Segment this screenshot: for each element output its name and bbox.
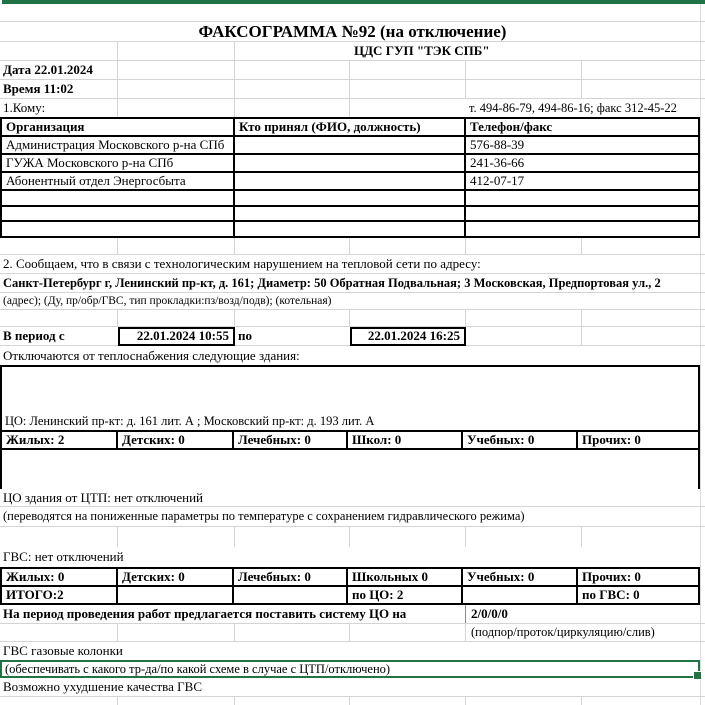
ctp-note-text: (переводятся на пониженные параметры по температуре с сохранением гидравлического режима) [3, 509, 525, 523]
period-label: В период с [3, 328, 65, 343]
who-cell[interactable] [235, 222, 466, 236]
cell[interactable] [582, 80, 698, 98]
table-row [2, 137, 698, 155]
phone-cell: 241-36-66 [470, 155, 525, 170]
date-label: Дата 22.01.2024 [3, 62, 93, 77]
cell[interactable] [466, 61, 582, 79]
co-buildings-text: ЦО: Ленинский пр-кт: д. 161 лит. А ; Московский пр-кт: д. 193 лит. А [5, 413, 375, 428]
period-from-box[interactable]: 22.01.2024 10:55 [118, 327, 235, 346]
table-row [2, 222, 698, 236]
gvs-count-lechebnyh: Лечебных: 0 [234, 569, 348, 585]
cell[interactable] [234, 587, 348, 603]
total-po-gvs: по ГВС: 0 [582, 587, 640, 602]
address-hint-row [0, 293, 705, 310]
header-who-accepted: Кто принял (ФИО, должность) [235, 119, 466, 135]
to-label: 1.Кому: [3, 100, 46, 115]
gvs-totals-table [0, 567, 700, 605]
period-to-label: по [238, 328, 252, 343]
cell[interactable] [466, 80, 582, 98]
title-row [0, 22, 705, 42]
cell[interactable] [350, 61, 466, 79]
ctp-note-row [0, 507, 705, 527]
gvs-count-uchebnyh: Учебных: 0 [463, 569, 578, 585]
table-row [2, 191, 698, 207]
phone-cell[interactable] [466, 191, 696, 205]
org-cell: ГУЖА Московского р-на СПб [2, 155, 235, 171]
disconnect-heading: Отключаются от теплоснабжения следующие здания: [3, 347, 300, 363]
address-text: Санкт-Петербург г, Ленинский пр-кт, д. 161; Диаметр: 50 Обратная Подвальная; 3 Московская, Предпортовая ул., 2 [3, 275, 661, 290]
header-phone-fax: Телефон/факс [470, 119, 553, 134]
cell[interactable] [118, 80, 235, 98]
ctp-row [0, 489, 705, 507]
address-hint-text: (адрес); (Ду, пр/обр/ГВС, тип прокладки:пз/возд/подв); (котельная) [3, 295, 332, 307]
gvs-count-shkolnyh: Школьных 0 [348, 569, 463, 585]
empty-row[interactable] [0, 527, 705, 547]
system-value: 2/0/0/0 [471, 606, 508, 621]
cell [350, 99, 466, 117]
gvs-count-prochih: Прочих: 0 [582, 569, 641, 584]
phone-cell[interactable] [466, 222, 696, 236]
who-cell[interactable] [235, 191, 466, 205]
org-subtitle: ЦДС ГУП "ТЭК СПБ" [354, 43, 490, 58]
cell[interactable] [118, 587, 234, 603]
table-row [2, 173, 698, 191]
org-cell[interactable] [2, 207, 235, 220]
provide-hint-text: (обеспечивать с какого тр-да/по какой схеме в случае с ЦТП/отключено) [5, 661, 391, 676]
intro-text: 2. Сообщаем, что в связи с технологическим нарушением на тепловой сети по адресу: [3, 256, 481, 271]
header-organization: Организация [2, 119, 235, 135]
cell[interactable] [350, 80, 466, 98]
addressee-row [0, 99, 705, 117]
co-count-detskih: Детских: 0 [118, 432, 234, 448]
cell[interactable] [463, 587, 578, 603]
ctp-text: ЦО здания от ЦТП: нет отключений [3, 489, 203, 505]
recipients-table [0, 117, 700, 238]
gvs-counts-row [2, 569, 698, 587]
cell[interactable] [582, 61, 698, 79]
system-line: На период проведения работ предлагается поставить систему ЦО на [3, 606, 407, 621]
date-row [0, 61, 705, 80]
co-counts-row [2, 430, 698, 450]
cell[interactable] [235, 61, 350, 79]
empty-row[interactable] [0, 697, 705, 705]
org-cell: Абонентный отдел Энергосбыта [2, 173, 235, 189]
empty-row[interactable] [0, 4, 705, 22]
table-header-row [2, 119, 698, 137]
selected-row-wrap [0, 660, 705, 678]
gvs-row [0, 547, 705, 567]
total-itogo: ИТОГО:2 [2, 587, 118, 603]
gvs-text: ГВС: нет отключений [3, 549, 124, 564]
cell[interactable] [235, 99, 350, 117]
empty-row[interactable] [0, 238, 705, 255]
selected-cell[interactable] [0, 660, 700, 678]
who-cell[interactable] [235, 173, 466, 189]
totals-row [2, 587, 698, 603]
quality-note-text: Возможно ухудшение качества ГВС [3, 679, 203, 694]
phone-cell: 412-07-17 [470, 173, 525, 188]
total-po-co: по ЦО: 2 [348, 587, 463, 603]
phone-cell[interactable] [466, 207, 696, 220]
gvs-columns-text: ГВС газовые колонки [3, 643, 123, 658]
disconnect-box [0, 365, 700, 489]
co-count-lechebnyh: Лечебных: 0 [234, 432, 348, 448]
gvs-count-detskih: Детских: 0 [118, 569, 234, 585]
empty-space[interactable] [2, 367, 698, 412]
co-buildings-row [2, 412, 698, 430]
cell[interactable] [118, 99, 235, 117]
cell [0, 42, 118, 60]
cell [118, 42, 235, 60]
intro-row [0, 255, 705, 274]
table-row [2, 207, 698, 222]
address-row [0, 274, 705, 293]
period-row [0, 327, 705, 346]
who-cell[interactable] [235, 137, 466, 153]
empty-row[interactable] [0, 310, 705, 327]
period-to-box[interactable]: 22.01.2024 16:25 [350, 327, 466, 346]
who-cell[interactable] [235, 207, 466, 220]
cell[interactable] [235, 80, 350, 98]
org-cell[interactable] [2, 222, 235, 236]
cell[interactable] [118, 61, 235, 79]
subtitle-row [0, 42, 705, 61]
time-label: Время 11:02 [3, 81, 74, 96]
system-row [0, 605, 705, 624]
who-cell[interactable] [235, 155, 466, 171]
co-count-uchebnyh: Учебных: 0 [463, 432, 578, 448]
org-cell[interactable] [2, 191, 235, 205]
co-count-prochih: Прочих: 0 [582, 432, 641, 447]
co-count-shkol: Школ: 0 [348, 432, 463, 448]
org-cell: Администрация Московского р-на СПб [2, 137, 235, 153]
quality-note-row [0, 678, 705, 697]
gvs-count-zhilyh: Жилых: 0 [2, 569, 118, 585]
time-row [0, 80, 705, 99]
gvs-columns-row [0, 642, 705, 660]
table-row [2, 155, 698, 173]
phones-text: т. 494-86-79, 494-86-16; факс 312-45-22 [469, 100, 677, 115]
page-title: ФАКСОГРАММА №92 (на отключение) [198, 21, 507, 41]
phone-cell: 576-88-39 [470, 137, 525, 152]
system-hint-text: (подпор/проток/циркуляцию/слив) [471, 625, 655, 639]
disconnect-heading-row [0, 346, 705, 365]
cell [235, 42, 350, 60]
empty-space[interactable] [2, 450, 698, 487]
system-hint-row [0, 624, 705, 642]
co-count-zhilyh: Жилых: 2 [2, 432, 118, 448]
